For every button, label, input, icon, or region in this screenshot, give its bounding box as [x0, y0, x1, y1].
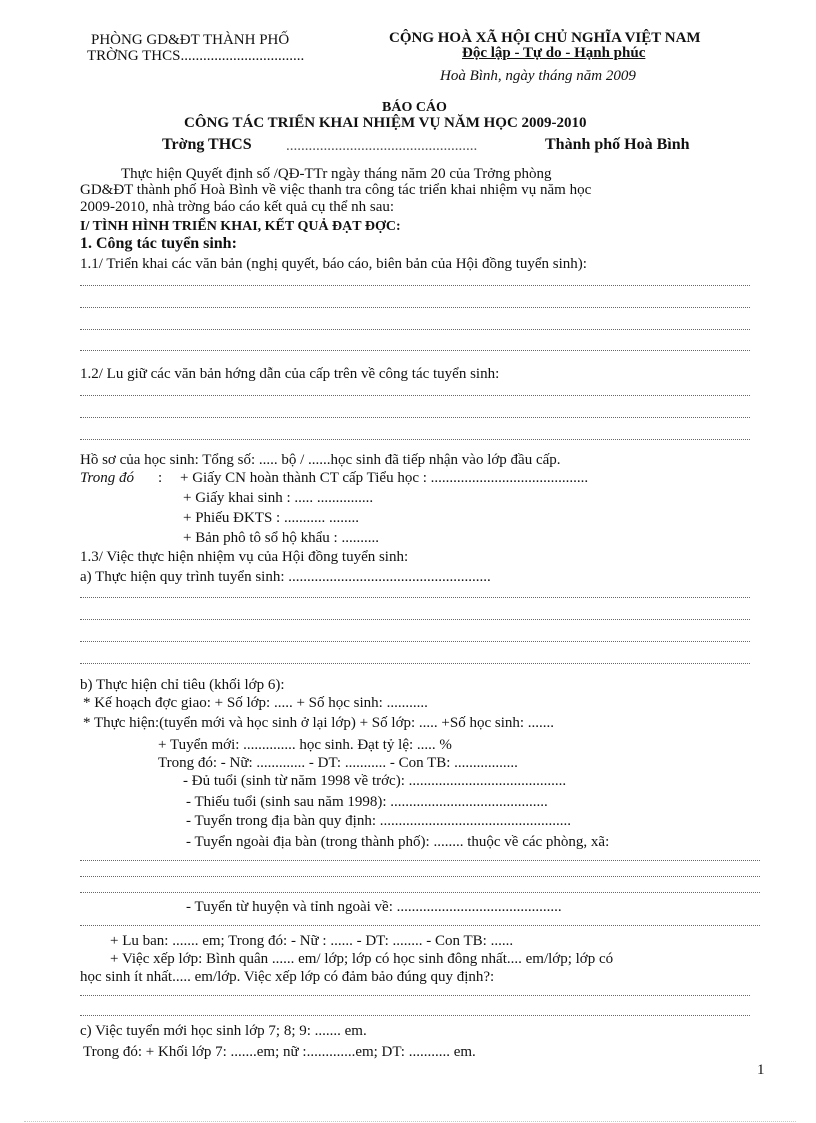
outside-enrollment: - Tuyển ngoài địa bàn (trong thành phố): ........ thuộc về các phòng, xã: [186, 834, 610, 850]
class-arrangement-1: + Việc xếp lớp: Bình quân ...... em/ lớp; lớp có học sinh đông nhất.... em/lớp; lớp có [110, 951, 614, 967]
dotted-line [80, 439, 750, 440]
city-name: Thành phố Hoà Bình [545, 136, 690, 153]
plan-assigned: * Kế hoạch đợc giao: + Số lớp: ..... + Số học sinh: ........... [83, 695, 428, 711]
dotted-line [80, 619, 750, 620]
department-name: PHÒNG GD&ĐT THÀNH PHỐ [91, 32, 290, 48]
intro-line-3: 2009-2010, nhà trờng báo cáo kết quả cụ thể nh sau: [80, 199, 395, 215]
new-enrollment: + Tuyển mới: .............. học sinh. Đạt tỷ lệ: ..... % [158, 737, 452, 753]
dotted-line [80, 329, 750, 330]
age-sufficient: - Đủ tuổi (sinh từ năm 1998 về trớc): .......................................... [183, 773, 567, 789]
item-b: b) Thực hiện chỉ tiêu (khối lớp 6): [80, 677, 285, 693]
report-subtitle: CÔNG TÁC TRIỂN KHAI NHIỆM VỤ NĂM HỌC 2009-2010 [184, 115, 587, 131]
new-enrollment-breakdown: Trong đó: - Nữ: ............. - DT: ........... - Con TB: ................. [158, 755, 518, 771]
actual-enrollment: * Thực hiện:(tuyển mới và học sinh ở lại lớp) + Số lớp: ..... +Số học sinh: ....... [83, 715, 555, 731]
item-c-detail: Trong đó: + Khối lớp 7: .......em; nữ :.............em; DT: ........... em. [83, 1044, 476, 1060]
dotted-line [80, 995, 750, 996]
dotted-line [80, 641, 750, 642]
dotted-line [80, 597, 750, 598]
school-line-prefix: Trờng THCS [162, 136, 252, 153]
dotted-line [80, 285, 750, 286]
item-1-2: 1.2/ Lu giữ các văn bản hớng dẫn của cấp trên về công tác tuyển sinh: [80, 366, 500, 382]
motto: Độc lập - Tự do - Hạnh phúc [462, 45, 646, 61]
dotted-line [80, 395, 750, 396]
class-arrangement-2: học sinh ít nhất..... em/lớp. Việc xếp lớp có đảm bảo đúng quy định?: [80, 969, 495, 985]
place-date: Hoà Bình, ngày tháng năm 2009 [440, 68, 636, 84]
records-total: Hồ sơ của học sinh: Tổng số: ..... bộ / ......học sinh đã tiếp nhận vào lớp đầu cấp. [80, 452, 561, 468]
nation-title: CỘNG HOÀ XÃ HỘI CHỦ NGHĨA VIỆT NAM [389, 30, 701, 46]
page-number: 1 [757, 1062, 765, 1078]
dotted-line [80, 860, 760, 861]
item-a: a) Thực hiện quy trình tuyển sinh: ...................................................... [80, 569, 491, 585]
dotted-line [80, 350, 750, 351]
school-name: TRỜNG THCS................................. [87, 48, 305, 64]
dotted-line [80, 1015, 750, 1016]
item-c: c) Việc tuyển mới học sinh lớp 7; 8; 9: ....... em. [80, 1023, 367, 1039]
age-under: - Thiếu tuổi (sinh sau năm 1998): .......................................... [186, 794, 548, 810]
subsection-heading: 1. Công tác tuyển sinh: [80, 235, 237, 252]
item-1-3: 1.3/ Việc thực hiện nhiệm vụ của Hội đồng tuyển sinh: [80, 549, 409, 565]
record-birth-certificate: + Giấy khai sinh : ..... ............... [183, 490, 374, 506]
in-which-label: Trong đó [80, 470, 135, 486]
dotted-line [80, 876, 760, 877]
school-line-dots: ................................................... [286, 138, 478, 154]
in-which-colon: : [158, 470, 163, 486]
section-heading: I/ TÌNH HÌNH TRIỂN KHAI, KẾT QUẢ ĐẠT ĐỢC: [80, 219, 401, 234]
page-bottom-border [24, 1121, 796, 1122]
dotted-line [80, 307, 750, 308]
report-title: BÁO CÁO [382, 100, 447, 115]
district-enrollment: - Tuyển từ huyện và tỉnh ngoài về: ............................................ [186, 899, 562, 915]
intro-line-1: Thực hiện Quyết định số /QĐ-TTr ngày tháng năm 20 của Trởng phòng [121, 166, 552, 182]
dotted-line [80, 417, 750, 418]
repeat-students: + Lu ban: ....... em; Trong đó: - Nữ : ...... - DT: ........ - Con TB: ...... [110, 933, 514, 949]
record-certificate: + Giấy CN hoàn thành CT cấp Tiểu học : .......................................... [180, 470, 589, 486]
intro-line-2: GD&ĐT thành phố Hoà Bình về việc thanh tra công tác triển khai nhiệm vụ năm học [80, 182, 592, 198]
local-enrollment: - Tuyển trong địa bàn quy định: ................................................... [186, 813, 571, 829]
item-1-1: 1.1/ Triển khai các văn bản (nghị quyết, báo cáo, biên bản của Hội đồng tuyển sinh): [80, 256, 587, 272]
dotted-line [80, 925, 760, 926]
dotted-line [80, 663, 750, 664]
record-household: + Bản phô tô sổ hộ khẩu : .......... [183, 530, 379, 546]
record-dkts: + Phiếu ĐKTS : ........... ........ [183, 510, 359, 526]
dotted-line [80, 892, 760, 893]
